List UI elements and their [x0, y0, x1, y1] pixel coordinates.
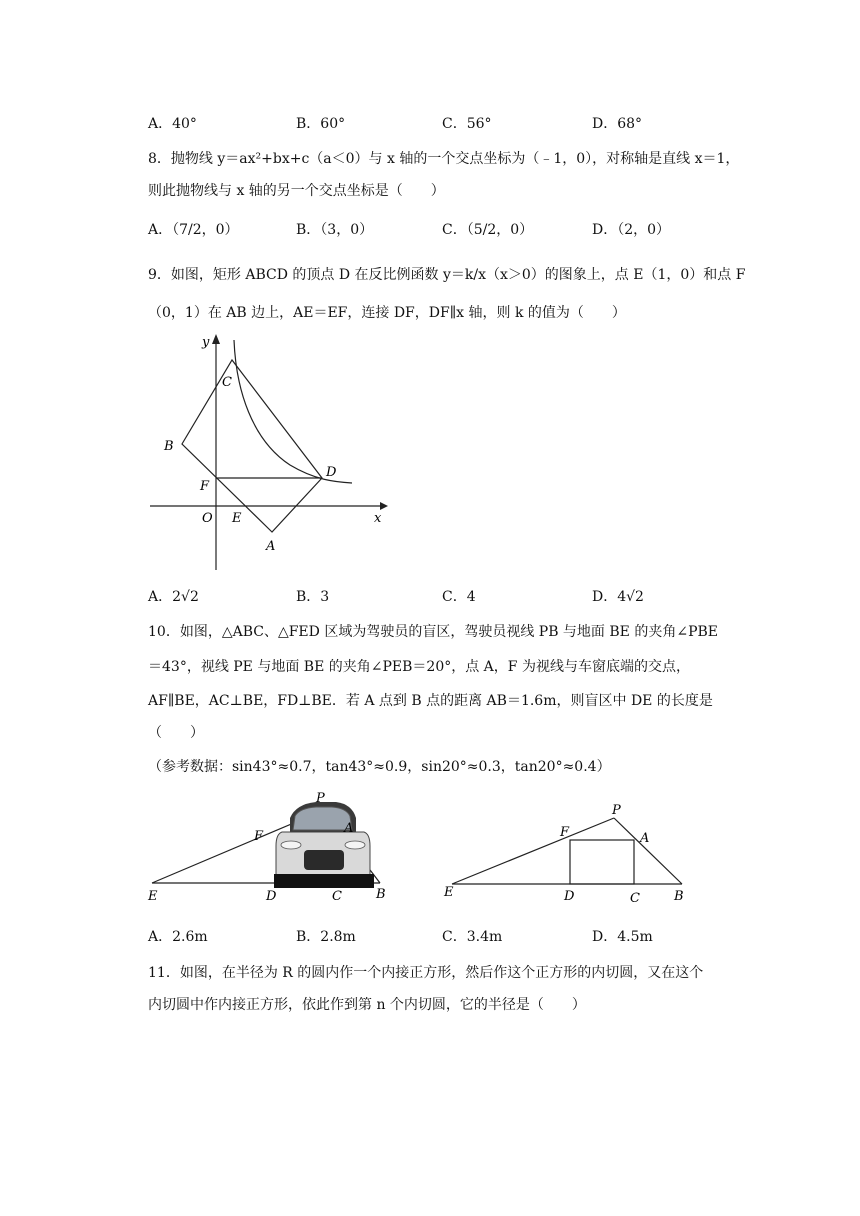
q9-option-a[interactable]: A．2√2 — [148, 589, 199, 605]
q9-option-d[interactable]: D．4√2 — [592, 589, 644, 605]
q8-option-c[interactable]: C．（5/2，0） — [442, 222, 534, 238]
q9-stem-line1: 9．如图，矩形 ABCD 的顶点 D 在反比例函数 y＝k/x（x＞0）的图象上，点 E（1，0）和点 F — [148, 267, 746, 283]
q10-reference-data: （参考数据：sin43°≈0.7，tan43°≈0.9，sin20°≈0.3，tan20°≈0.4） — [148, 759, 611, 775]
q9-label-c: C — [222, 375, 232, 390]
q7-option-d[interactable]: D．68° — [592, 116, 643, 132]
q8-option-d[interactable]: D．（2，0） — [592, 222, 671, 238]
q10-stem-line3: AF∥BE，AC⊥BE，FD⊥BE．若 A 点到 B 点的距离 AB＝1.6m，则盲区中 DE 的长度是 — [148, 693, 713, 709]
q10-fig2-label-f: F — [560, 825, 570, 840]
q9-option-b[interactable]: B．3 — [296, 589, 330, 605]
q9-label-a: A — [266, 539, 276, 554]
q10-option-d[interactable]: D．4.5m — [592, 929, 653, 945]
q10-fig2-label-e: E — [444, 885, 454, 900]
q10-fig2-label-a: A — [640, 831, 650, 846]
q10-fig1-label-e: E — [148, 889, 158, 904]
q9-label-e: E — [232, 511, 242, 526]
q9-label-f: F — [200, 479, 210, 494]
q8-stem-line1: 8．抛物线 y＝ax²+bx+c（a＜0）与 x 轴的一个交点坐标为（﹣1，0），对称轴是直线 x＝1， — [148, 151, 740, 167]
q10-figure-car — [140, 788, 400, 908]
q9-label-b: B — [164, 439, 174, 454]
q10-figure-geometry — [440, 796, 700, 908]
q10-fig2-label-c: C — [630, 891, 640, 906]
q7-option-b[interactable]: B．60° — [296, 116, 346, 132]
q10-fig1-label-f: F — [254, 829, 264, 844]
q7-option-c[interactable]: C．56° — [442, 116, 492, 132]
q9-figure — [140, 330, 400, 575]
q10-stem-line1: 10．如图，△ABC、△FED 区域为驾驶员的盲区，驾驶员视线 PB 与地面 BE 的夹角∠PBE — [148, 624, 718, 640]
q10-fig1-label-b: B — [376, 887, 386, 902]
q10-fig2-label-p: P — [612, 803, 621, 818]
car-image — [274, 802, 374, 888]
q10-fig1-label-d: D — [266, 889, 277, 904]
q10-option-c[interactable]: C．3.4m — [442, 929, 503, 945]
q10-fig1-label-c: C — [332, 889, 342, 904]
q10-stem-line4: （ ） — [148, 725, 204, 741]
q8-stem-line2: 则此抛物线与 x 轴的另一个交点坐标是（ ） — [148, 183, 445, 199]
q9-label-o: O — [202, 511, 213, 526]
q7-option-a[interactable]: A．40° — [148, 116, 197, 132]
q10-stem-line2: ＝43°，视线 PE 与地面 BE 的夹角∠PEB＝20°，点 A，F 为视线与车窗底端的交点， — [148, 659, 690, 675]
q9-label-x: x — [374, 511, 382, 526]
q10-option-b[interactable]: B．2.8m — [296, 929, 356, 945]
q10-fig1-label-p: P — [316, 791, 325, 806]
q8-option-b[interactable]: B．（3，0） — [296, 222, 374, 238]
q9-option-c[interactable]: C．4 — [442, 589, 476, 605]
q10-fig2-label-d: D — [564, 889, 575, 904]
q9-label-y: y — [202, 335, 210, 350]
q8-option-a[interactable]: A．（7/2，0） — [148, 222, 239, 238]
q10-fig2-label-b: B — [674, 889, 684, 904]
q11-stem-line2: 内切圆中作内接正方形，依此作到第 n 个内切圆，它的半径是（ ） — [148, 997, 586, 1013]
q10-option-a[interactable]: A．2.6m — [148, 929, 208, 945]
q9-stem-line2: （0，1）在 AB 边上，AE＝EF，连接 DF，DF∥x 轴，则 k 的值为（ ） — [148, 305, 626, 321]
q9-label-d: D — [326, 465, 337, 480]
q11-stem-line1: 11．如图，在半径为 R 的圆内作一个内接正方形，然后作这个正方形的内切圆，又在这个 — [148, 965, 704, 981]
q10-fig1-label-a: A — [344, 821, 354, 836]
